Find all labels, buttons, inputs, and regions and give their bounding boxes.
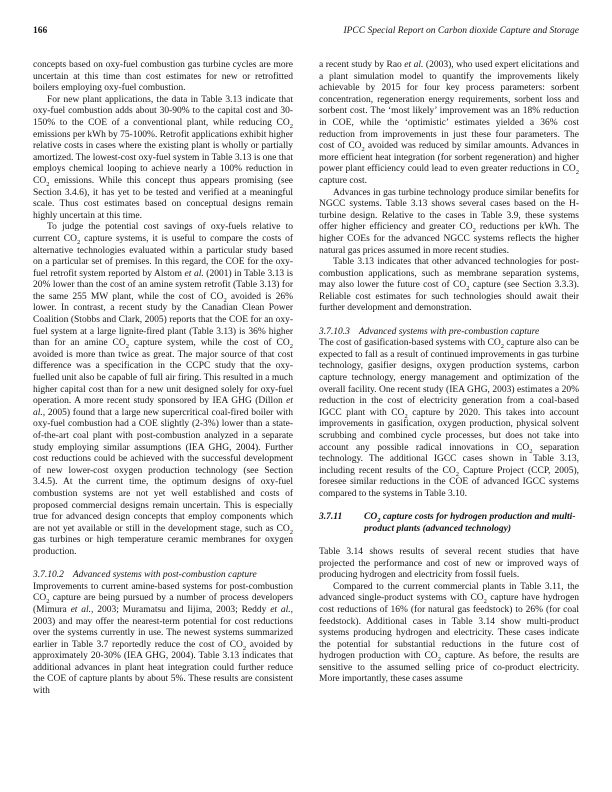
paragraph: Compared to the current commercial plants in Table 3.11, the advanced single-product systems with $CO_2$ capture have hydrogen cost reductions of 16% (for natural gas feedstock) to 26% (for coal feedstock). Additional cases in Table 3.14 show multi-product systems producing hydrogen and electricity. These cases indicate the potential for substantial reductions in the future cost of hydrogen production with $CO_2$ capture. As before, the results are sensitive to the assumed selling price of co-product electricity. More importantly, these cases assume (319, 581, 579, 685)
paragraph: Advances in gas turbine technology produce similar benefits for NGCC systems. Table 3.13 shows several cases based on the H-turbine design. Relative to the cases in Table 3.9, these systems offer higher efficiency and greater $CO_2$ reductions per kWh. The higher COEs for the advanced NGCC systems reflects the higher natural gas prices assumed in more recent studies. (319, 187, 579, 256)
section-title: $CO_2$ capture costs for hydrogen production and multi-product plants (advanced technology) (364, 512, 576, 534)
paragraph: Table 3.13 indicates that other advanced technologies for post-combustion applications, such as membrane separation systems, may also lower the future cost of $CO_2$ capture (see Section 3.3.3). Reliable cost estimates for such technologies should await their further development and demonstration. (319, 257, 579, 314)
section-number: 3.7.10.3 (319, 326, 350, 337)
right-column (319, 60, 579, 698)
paragraph: a recent study by Rao et al. (2003), who used expert elicitations and a plant simulation model to quantify the improvements likely achievable by 2015 for four key process parameters: sorbent concentration, regeneration energy requirements, sorbent loss and sorbent cost. The ‘most likely’ improvement was an 18% reduction in COE, while the ‘optimistic’ estimates yielded a 36% cost reduction from improvements in just these four parameters. The cost of $CO_2$ avoided was reduced by similar amounts. Advances in more efficient heat integration (for sorbent regeneration) and higher power plant efficiency could lead to even greater reductions in $CO_2$ capture cost. (319, 60, 580, 186)
section-number: 3.7.11 (319, 512, 343, 523)
page-number: 166 (33, 26, 48, 36)
paragraph: Table 3.14 shows results of several recent studies that have projected the performance and cost of new or improved ways of producing hydrogen and electricity from fossil fuels. (319, 546, 579, 581)
section-title: Advanced systems with post-combustion capture (72, 570, 257, 581)
page-header (0, 0, 612, 37)
running-title: IPCC Special Report on Carbon dioxide Capture and Storage (343, 26, 579, 36)
section-heading (33, 570, 293, 582)
section-heading (319, 512, 579, 535)
left-column (33, 60, 293, 698)
paragraph: Improvements to current amine-based systems for post-combustion $CO_2$ capture are being pursued by a number of process developers (Mimura et al., 2003; Muramatsu and Iijima, 2003; Reddy et al., 2003) and may offer the nearest-term potential for cost reductions over the systems currently in use. The newest systems summarized earlier in Table 3.7 reportedly reduce the cost of $CO_2$ avoided by approximately 20-30% (IEA GHG, 2004). Table 3.13 indicates that additional advances in plant heat integration could further reduce the COE of capture plants by about 5%. These results are consistent with (33, 581, 293, 697)
paragraph: The cost of gasification-based systems with $CO_2$ capture also can be expected to fall as a result of continued improvements in gas turbine technology, gasifier designs, oxygen production systems, carbon capture technology, energy management and optimization of the overall facility. One recent study (IEA GHG, 2003) estimates a 20% reduction in the cost of electricity generation from a coal-based IGCC plant with $CO_2$ capture by 2020. This takes into account improvements in gasification, oxygen production, physical solvent scrubbing and combined cycle processes, but does not take into account any possible radical innovations in $CO_2$ separation technology. The additional IGCC cases shown in Table 3.13, including recent results of the $CO_2$ Capture Project (CCP, 2005), foresee similar reductions in the COE of advanced IGCC systems compared to the systems in Table 3.10. (319, 338, 579, 499)
paragraph: For new plant applications, the data in Table 3.13 indicate that oxy-fuel combustion adds about 30-90% to the capital cost and 30-150% to the COE of a conventional plant, while reducing $CO_2$ emissions per kWh by 75-100%. Retrofit applications exhibit higher relative costs in cases where the existing plant is wholly or partially amortized. The lowest-cost oxy-fuel system in Table 3.13 is one that employs chemical looping to achieve nearly a 100% reduction in $CO_2$ emissions. While this concept thus appears promising (see Section 3.4.6), it has yet to be tested and verified at a meaningful scale. Thus cost estimates based on conceptual designs remain highly uncertain at this time. (33, 94, 293, 221)
section-number: 3.7.10.2 (33, 570, 64, 581)
section-title: Advanced systems with pre-combustion capture (358, 326, 540, 337)
paragraph: To judge the potential cost savings of oxy-fuels relative to current $CO_2$ capture systems, it is useful to compare the costs of alternative technologies evaluated within a particular study based on a particular set of premises. In this regard, the COE for the oxy-fuel retrofit system reported by Alstom et al. (2001) in Table 3.13 is 20% lower than the cost of an amine system retrofit (Table 3.13) for the same 255 MW plant, while the cost of $CO_2$ avoided is 26% lower. In contrast, a recent study by the Canadian Clean Power Coalition (Stobbs and Clark, 2005) reports that the COE for an oxy-fuel system at a large lignite-fired plant (Table 3.13) is 36% higher than for an amine $CO_2$ capture system, while the cost of $CO_2$ avoided is more than twice as great. The major source of that cost difference was a specification in the CCPC study that the oxy-fuelled unit also be capable of full air firing. This resulted in a much higher capital cost than for a new unit designed solely for oxy-fuel operation. A more recent study sponsored by IEA GHG (Dillon et al., 2005) found that a large new supercritical coal-fired boiler with oxy-fuel combustion had a COE slightly (2-3%) lower than a state-of-the-art coal plant with post-combustion analyzed in a separate study employing similar assumptions (IEA GHG, 2004). Further cost reductions could be achieved with the successful development of new lower-cost oxygen production technology (see Section 3.4.5). At the current time, the optimum designs of oxy-fuel combustion systems are not yet well established and costs of proposed commercial designs remain uncertain. This is especially true for advanced design concepts that employ components which are not yet available or still in the development stage, such as $CO_2$ gas turbines or high temperature ceramic membranes for oxygen production. (33, 222, 294, 557)
body-columns (0, 60, 612, 698)
section-heading (319, 327, 579, 339)
paragraph: concepts based on oxy-fuel combustion gas turbine cycles are more uncertain at this time than cost estimates for new or retrofitted boilers employing oxy-fuel combustion. (33, 60, 293, 94)
